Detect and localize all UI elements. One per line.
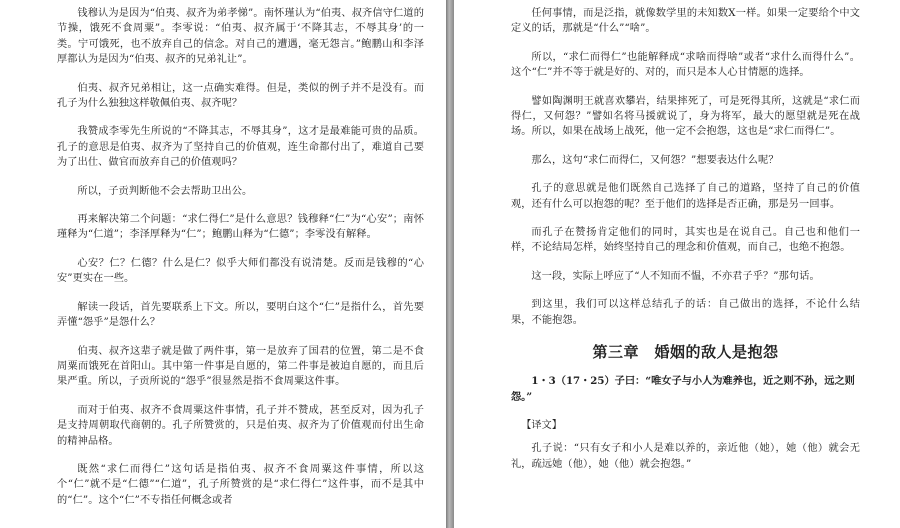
right-page: [454, 0, 900, 528]
analects-quote: 1・3（17・25）子曰：“唯女子与小人为难养也，近之则不孙，远之则怨。”: [511, 375, 855, 403]
paragraph: 那么，这句“求仁而得仁，又何怨？”想要表达什么呢？: [531, 154, 779, 166]
paragraph: 譬如陶渊明王就喜欢攀岩，结果摔死了，可是死得其所，这就是“求仁而得仁，又何怨？”譬如名将马援就说了，身为将军，最大的愿望就是死在战场。所以，如果在战场上战死，他一定不会抱怨，这也是“求仁而得仁”。: [511, 95, 860, 138]
translation-paragraph: 孔子说：“只有女子和小人是难以养的，亲近他（她），她（他）就会无礼，疏远她（他），她（他）就会抱怨。”: [511, 443, 860, 470]
page-gutter: [446, 0, 454, 528]
paragraph: 心安？仁？仁德？什么是仁？似乎大师们都没有说清楚。反而是钱穆的“心安”更实在一些。: [57, 257, 424, 285]
paragraph: 而孔子在赞扬肯定他们的同时，其实也是在说自己。自己也和他们一样，不论结局怎样，始终坚持自己的理念和价值观，而自己，也绝不抱怨。: [511, 227, 860, 254]
paragraph: 这一段，实际上呼应了“人不知而不愠，不亦君子乎？”那句话。: [531, 270, 820, 282]
paragraph: 孔子的意思就是他们既然自己选择了自己的道路，坚持了自己的价值观，还有什么可以抱怨的呢？至于他们的选择是否正确，那是另一回事。: [511, 183, 860, 210]
paragraph: 到这里，我们可以这样总结孔子的话：自己做出的选择，不论什么结果，不能抱怨。: [511, 299, 860, 326]
paragraph: 所以，“求仁而得仁”也能解释成“求啥而得啥”或者“求什么而得什么”。这个“仁”并不等于就是好的、对的，而只是本人心甘情愿的选择。: [511, 51, 860, 79]
paragraph: 而对于伯夷、叔齐不食周粟这件事情，孔子并不赞成，甚至反对，因为孔子是支持周朝取代商朝的。孔子所赞赏的，只是伯夷、叔齐为了价值观而付出生命的精神品格。: [57, 404, 424, 447]
paragraph: 既然“求仁而得仁”这句话是指伯夷、叔齐不食周粟这件事情，所以这个“仁”就不是“仁德”“仁道”，孔子所赞赏的是“求仁得仁”这件事，而不是其中的“仁”。这个“仁”不专指任何概念或者: [57, 463, 424, 506]
chapter-title: 第三章 婚姻的敌人是抱怨: [592, 343, 779, 362]
paragraph: 再来解决第二个问题：“求仁得仁”是什么意思？钱穆释“仁”为“心安”；南怀瑾释为“仁道”；李泽厚释为“仁”；鲍鹏山释为“仁德”；李零没有解释。: [57, 214, 424, 241]
paragraph: 所以，子贡判断他不会去帮助卫出公。: [77, 185, 253, 197]
paragraph: 伯夷、叔齐兄弟相让，这一点确实难得。但是，类似的例子并不是没有。而孔子为什么独独这样敬佩伯夷、叔齐呢？: [57, 82, 424, 110]
paragraph: 解读一段话，首先要联系上下文。所以，要明白这个“仁”是指什么，首先要弄懂“怨乎”是怨什么？: [57, 301, 424, 329]
paragraph: 钱穆认为是因为“伯夷、叔齐为弟孝悌”。南怀瑾认为“伯夷、叔齐信守仁道的节操，饿死不食周粟”。李零说：“伯夷、叔齐属于‘不降其志，不辱其身’的一类。宁可饿死，也不放弃自己的信念。对自己的遭遇，毫无怨言。”鲍鹏山和李泽厚都认为是因为“伯夷、叔齐的兄弟礼让”。: [57, 8, 424, 66]
left-page: [0, 0, 446, 528]
paragraph: 伯夷、叔齐这辈子就是做了两件事，第一是放弃了国君的位置，第二是不食周粟而饿死在首阳山。其中第一件事是自愿的，第二件事是被迫自愿的，而且后果严重。所以，子贡所说的“怨乎”很显然是指不食周粟这件事。: [57, 345, 424, 388]
paragraph: 我赞成李零先生所说的“不降其志，不辱其身”，这才是最难能可贵的品质。孔子的意思是伯夷、叔齐为了坚持自己的价值观，连生命都付出了，难道自己要为了出仕、做官而放弃自己的价值观吗？: [57, 126, 424, 169]
paragraph: 任何事情，而是泛指，就像数学里的未知数X一样。如果一定要给个中文定义的话，那就是“什么”“啥”。: [511, 8, 860, 35]
translation-label: 【译文】: [521, 419, 562, 431]
